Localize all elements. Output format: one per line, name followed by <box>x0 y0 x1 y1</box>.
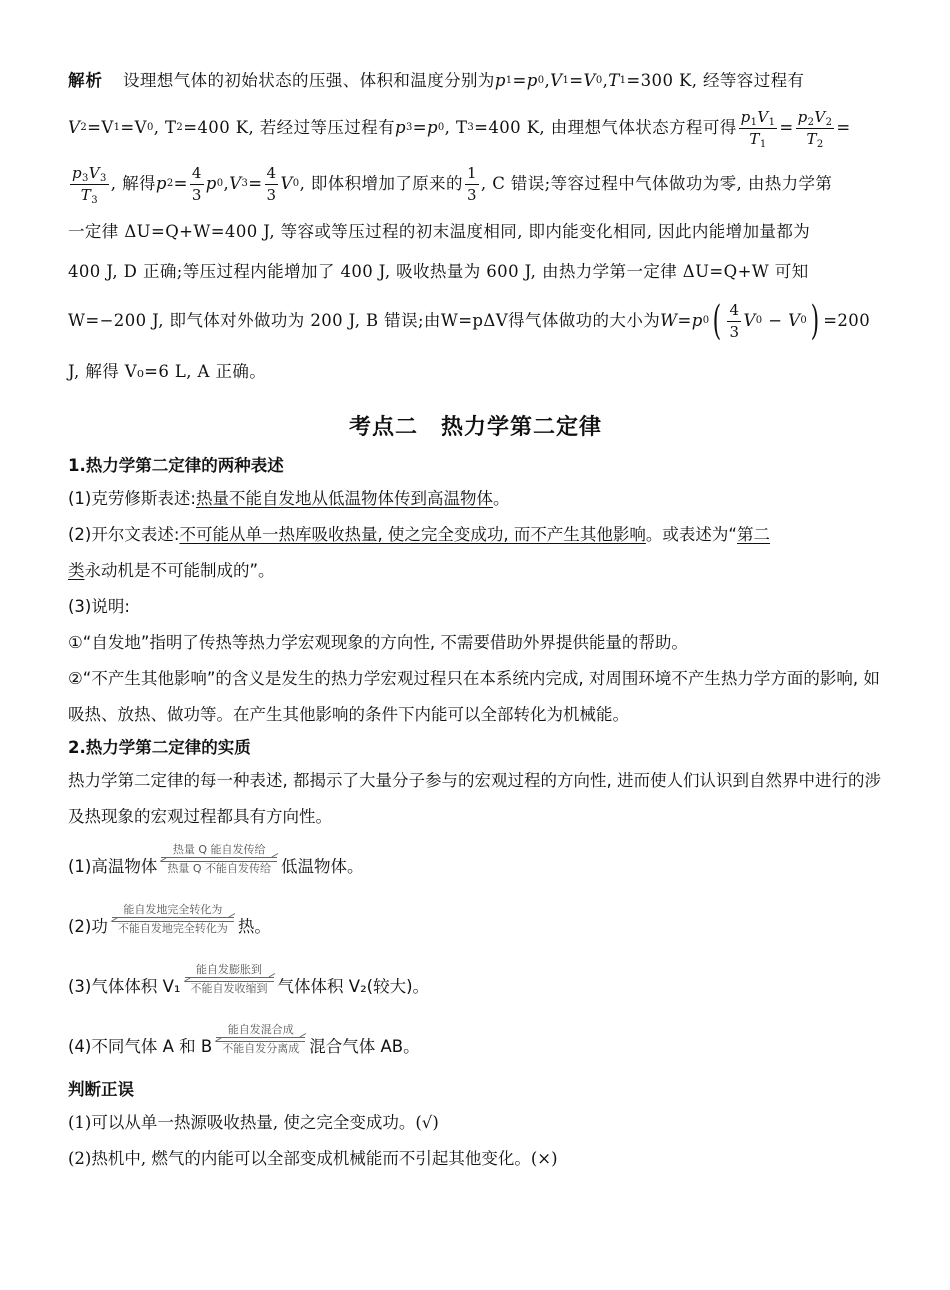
note-2: ②“不产生其他影响”的含义是发生的热力学宏观过程只在本系统内完成, 对周围环境不产生热力学方面的影响, 如吸热、放热、做功等。在产生其他影响的条件下内能可以全部转化为机械能。 <box>68 669 880 724</box>
relation-row: (3)气体体积 V₁ 能自发膨胀到 不能自发收缩到 气体体积 V₂(较大)。 <box>68 962 430 996</box>
solution-line: 解析 设理想气体的初始状态的压强、体积和温度分别为 p 1 = p 0 , V 1 = V 0 , T 1 =300 K, 经等容过程有 <box>68 70 805 90</box>
double-arrow-icon: 热量 Q 能自发传给 热量 Q 不能自发传给 <box>161 843 277 876</box>
solution-block <box>68 62 883 394</box>
solution-line: W=−200 J, 即气体对外做功为 200 J, B 错误;由 W=pΔV 得气体做功的大小为 W = p 0 ( $\frac{4}{3}$ V 0 − V 0 ) =200 <box>68 298 871 344</box>
solution-line: V 2 =V 1 =V 0 , T 2 =400 K, 若经过等压过程有 p 3 = p 0 , T 3 =400 K, 由理想气体状态方程可得 $\frac{p_1V_1}{T_1}$ = $\frac{p_2V_2}{T_2}$ = <box>68 108 851 150</box>
clausius-statement: (1)克劳修斯表述:热量不能自发地从低温物体传到高温物体。 <box>68 489 510 508</box>
fraction-1-3: $\frac{1}{3}$ <box>466 164 477 204</box>
solution-line: 一定律 ΔU=Q+W=400 J, 等容或等压过程的初末温度相同, 即内能变化相同, 因此内能增加量都为 <box>68 221 811 241</box>
fraction-4-3: $\frac{4}{3}$ <box>191 164 202 204</box>
section-title: 考点二 热力学第二定律 <box>348 415 602 440</box>
double-arrow-icon: 能自发膨胀到 不能自发收缩到 <box>185 963 274 996</box>
item1-heading: 1.热力学第二定律的两种表述 <box>68 456 284 475</box>
solution-line: $\frac{p_3V_3}{T_3}$ , 解得 p 2 = $\frac{4}{3}$ p 0 , V 3 = $\frac{4}{3}$ V 0 , 即体积增加了原来的 $\frac{1}{3}$ , C 错误;等容过程中气体做功为零, 由热力学第 <box>72 164 833 206</box>
note-heading: (3)说明: <box>68 597 130 616</box>
fraction-p3v3-t3: $\frac{p_3V_3}{T_3}$ <box>72 164 107 206</box>
fraction-p2v2-t2: $\frac{p_2V_2}{T_2}$ <box>797 108 833 150</box>
fraction-4-3: $\frac{4}{3}$ <box>266 164 277 204</box>
item2-heading: 2.热力学第二定律的实质 <box>68 738 251 757</box>
solution-line: 400 J, D 正确;等压过程内能增加了 400 J, 吸收热量为 600 J, 由热力学第一定律 ΔU=Q+W 可知 <box>68 261 809 281</box>
kelvin-statement: (2)开尔文表述:不可能从单一热库吸收热量, 使之完全变成功, 而不产生其他影响。或表述为“第二 类永动机是不可能制成的”。 <box>68 525 770 580</box>
relation-row: (4)不同气体 A 和 B 能自发混合成 不能自发分离成 混合气体 AB。 <box>68 1022 420 1056</box>
judge-item: (2)热机中, 燃气的内能可以全部变成机械能而不引起其他变化。(×) <box>68 1149 558 1168</box>
relation-row: (2)功 能自发地完全转化为 不能自发地完全转化为 热。 <box>68 902 271 936</box>
essence-text: 热力学第二定律的每一种表述, 都揭示了大量分子参与的宏观过程的方向性, 进而使人们认识到自然界中进行的涉及热现象的宏观过程都具有方向性。 <box>68 771 881 826</box>
judge-item: (1)可以从单一热源吸收热量, 使之完全变成功。(√) <box>68 1113 439 1132</box>
relation-row: (1)高温物体 热量 Q 能自发传给 热量 Q 不能自发传给 低温物体。 <box>68 842 364 876</box>
double-arrow-icon: 能自发混合成 不能自发分离成 <box>216 1023 305 1056</box>
solution-tag: 解析 <box>68 70 103 90</box>
solution-line: J, 解得 V₀=6 L, A 正确。 <box>68 361 267 381</box>
judge-heading: 判断正误 <box>68 1080 134 1099</box>
double-arrow-icon: 能自发地完全转化为 不能自发地完全转化为 <box>112 903 234 936</box>
fraction-p1v1-t1: $\frac{p_1V_1}{T_1}$ <box>740 108 776 150</box>
relations-list <box>68 835 883 1075</box>
note-1: ①“自发地”指明了传热等热力学宏观现象的方向性, 不需要借助外界提供能量的帮助。 <box>68 633 688 652</box>
bracket-expression: ( $\frac{4}{3}$ V 0 − V 0 ) <box>713 298 820 344</box>
page <box>68 62 883 1177</box>
